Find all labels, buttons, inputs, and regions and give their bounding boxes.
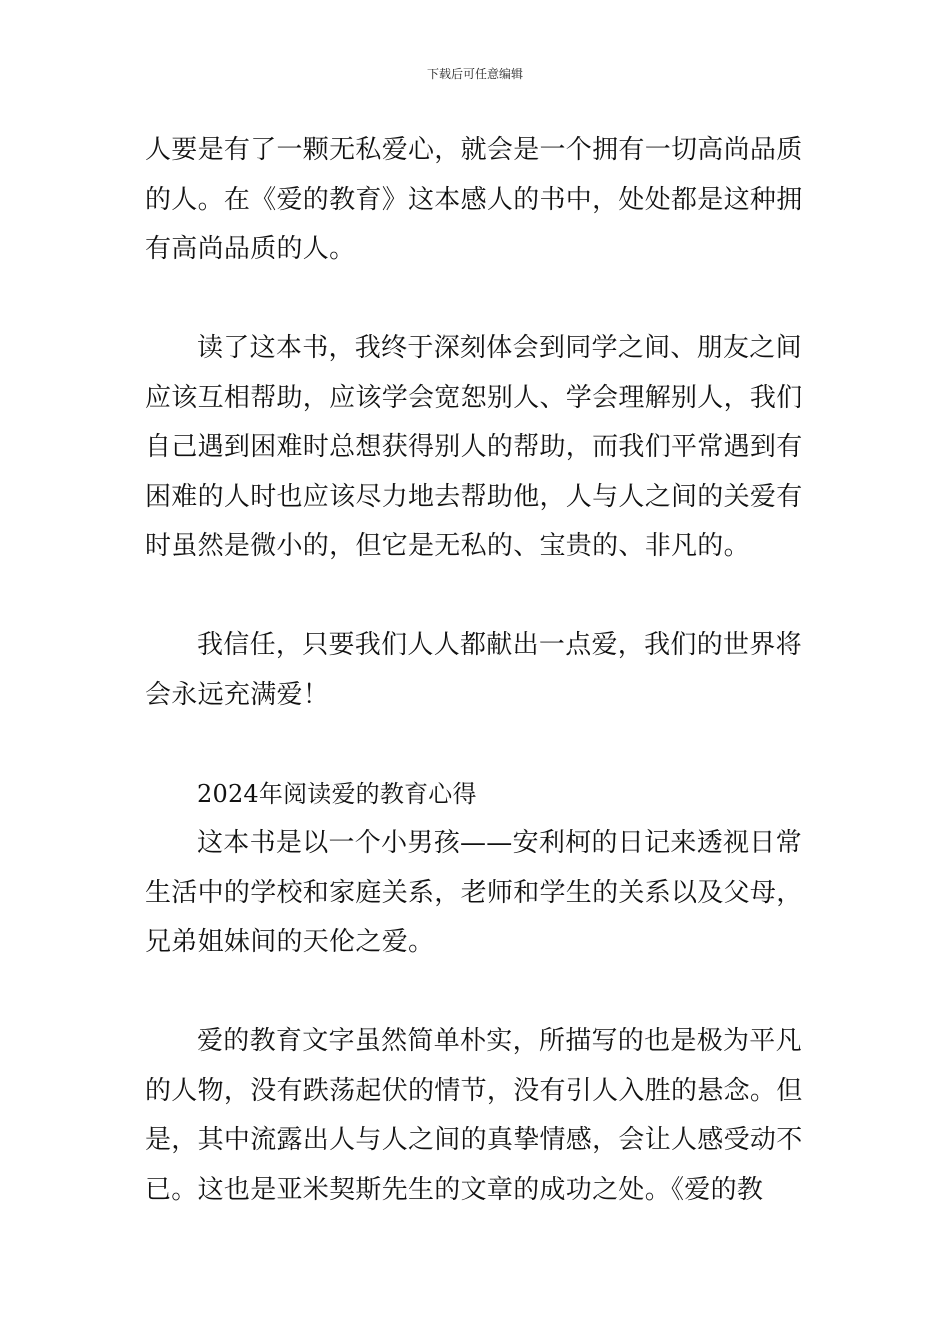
document-body: [145, 126, 810, 1215]
text-line: 时虽然是微小的，但它是无私的、宝贵的、非凡的。: [145, 531, 750, 561]
text-line: 应该互相帮助，应该学会宽恕别人、学会理解别人，我们: [145, 382, 803, 413]
paragraph-gap: [145, 968, 810, 1018]
text-line: 的人。在《爱的教育》这本感人的书中，处处都是这种拥: [145, 184, 803, 215]
text-line: 会永远充满爱！: [145, 679, 330, 710]
text-line: 生活中的学校和家庭关系，老师和学生的关系以及父母，: [145, 877, 803, 908]
paragraph-gap: [145, 720, 810, 770]
section-title: 2024年阅读爱的教育心得: [197, 779, 477, 808]
text-line: 的人物，没有跌荡起伏的情节，没有引人入胜的悬念。但: [145, 1075, 803, 1106]
paragraph-gap: [145, 572, 810, 622]
text-line: 是，其中流露出人与人之间的真挚情感，会让人感受动不: [145, 1125, 803, 1155]
header-note: 下载后可任意编辑: [426, 67, 523, 81]
text-line: 人要是有了一颗无私爱心，就会是一个拥有一切高尚品质: [145, 135, 803, 165]
text-line: 已。这也是亚米契斯先生的文章的成功之处。《爱的教: [145, 1174, 764, 1205]
paragraph-gap: [145, 275, 810, 325]
paragraph: [145, 126, 810, 275]
text-line: 我信任，只要我们人人都献出一点爱，我们的世界将: [197, 630, 802, 660]
text-line: 自己遇到困难时总想获得别人的帮助，而我们平常遇到有: [145, 432, 803, 462]
paragraph: [145, 819, 810, 968]
text-line: 读了这本书，我终于深刻体会到同学之间、朋友之间: [197, 333, 802, 363]
text-line: 困难的人时也应该尽力地去帮助他，人与人之间的关爱有: [145, 481, 803, 512]
text-line: 爱的教育文字虽然简单朴实，所描写的也是极为平凡: [197, 1026, 802, 1056]
paragraph: [145, 621, 810, 720]
text-line: 有高尚品质的人。: [145, 234, 356, 264]
text-line: 兄弟姐妹间的天伦之爱。: [145, 927, 435, 957]
paragraph: [145, 324, 810, 572]
paragraph: [145, 1017, 810, 1215]
text-line: 这本书是以一个小男孩——安利柯的日记来透视日常: [197, 828, 802, 858]
